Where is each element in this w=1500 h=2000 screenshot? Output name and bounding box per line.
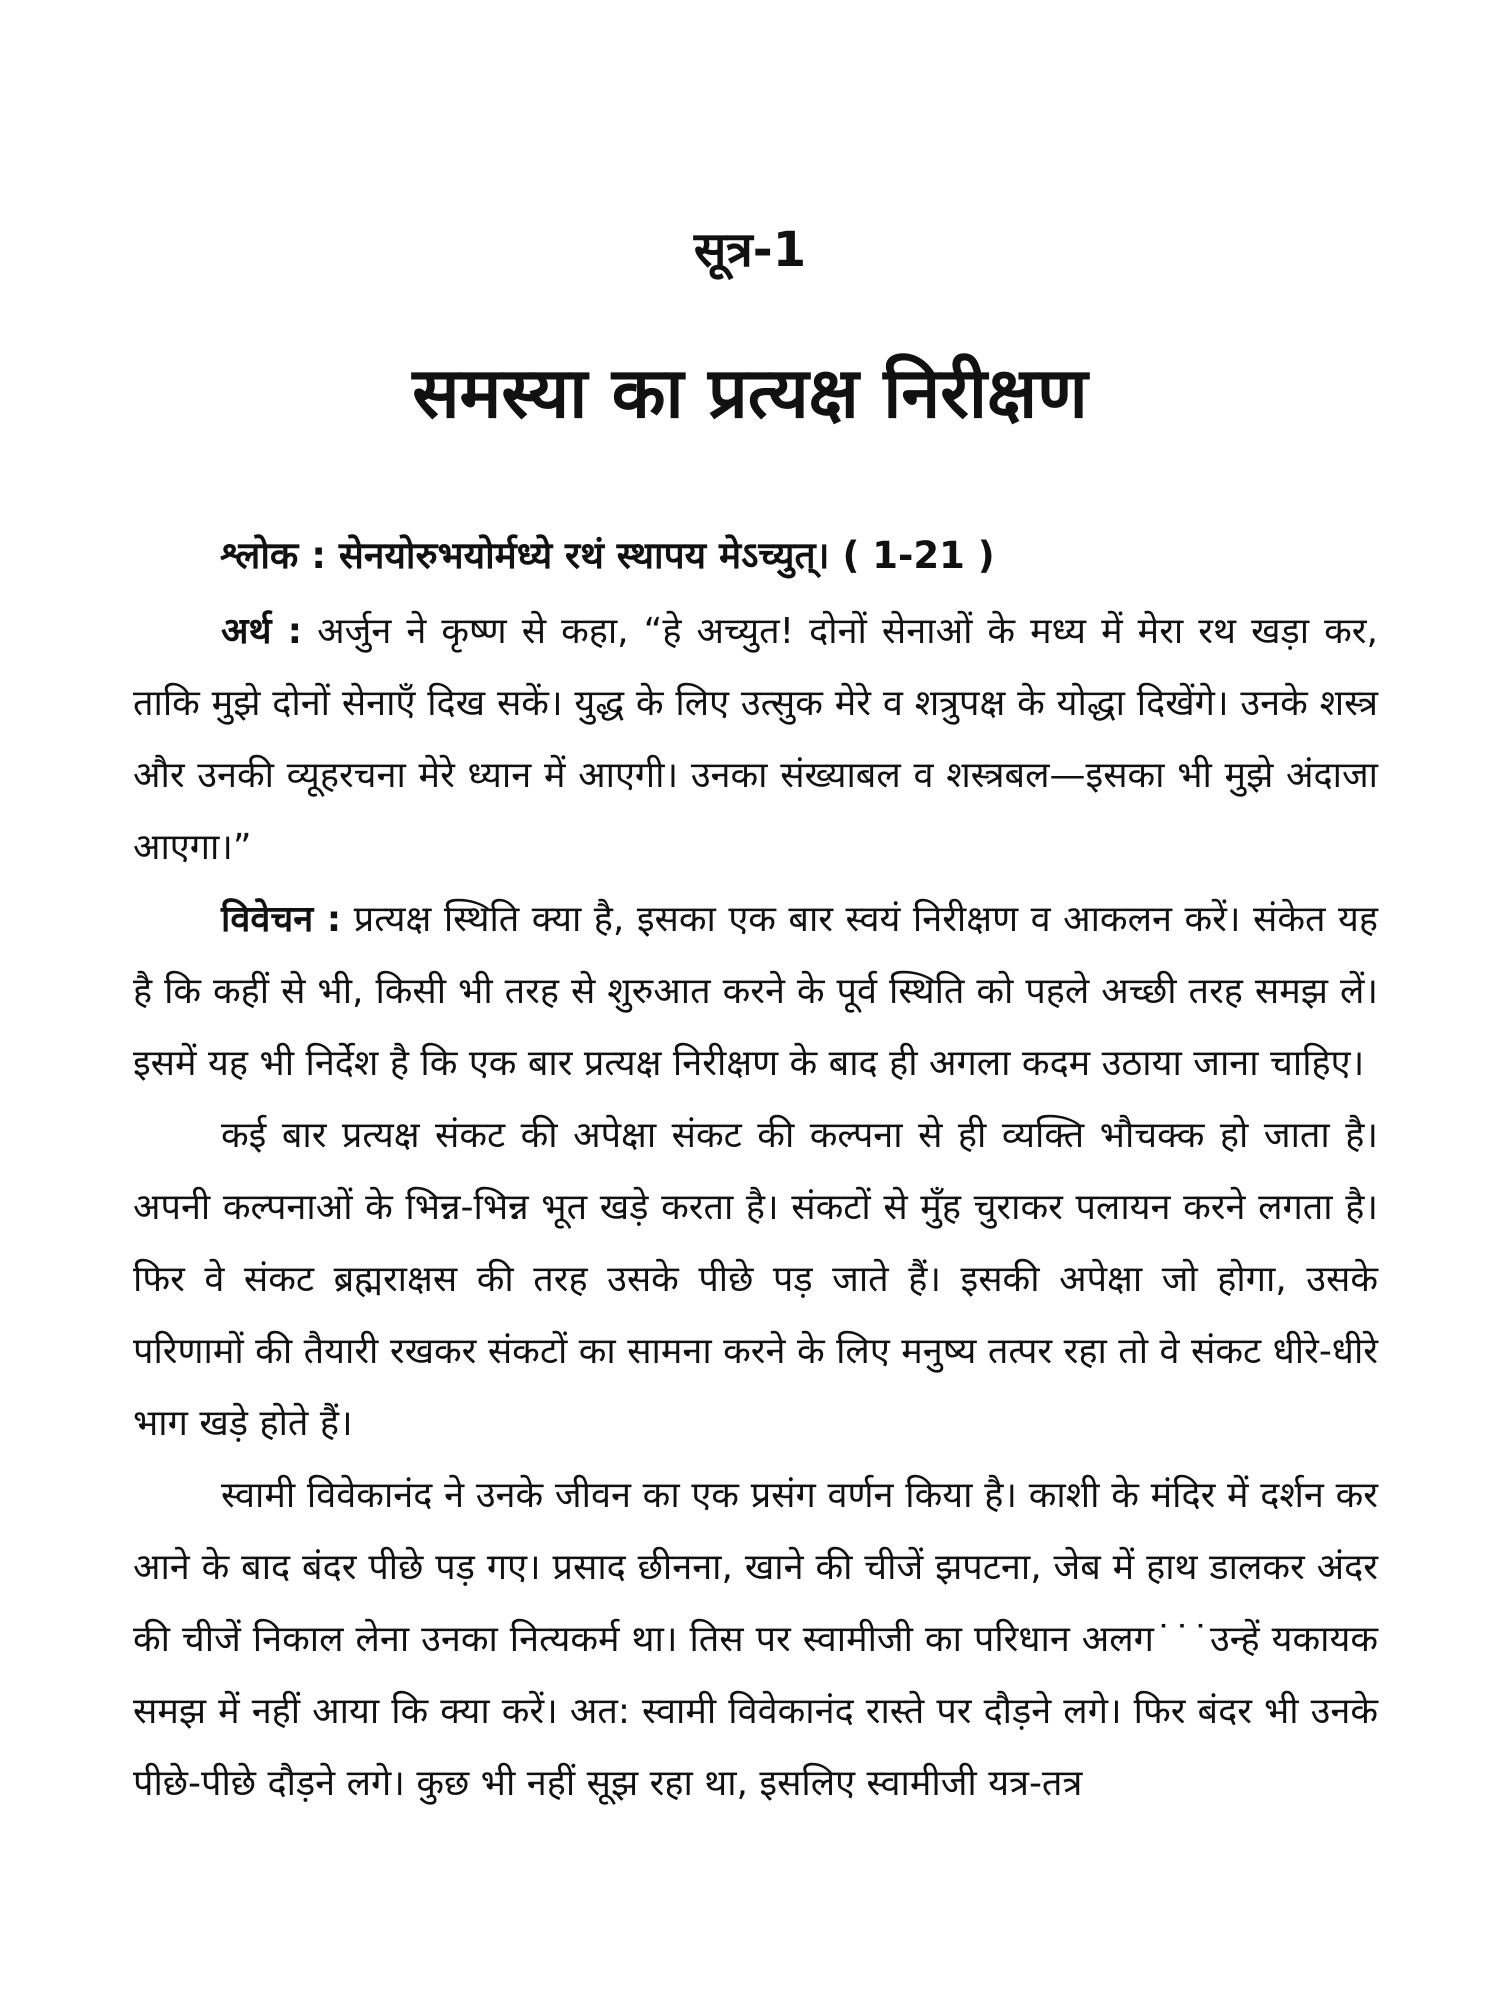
vivechan-text: प्रत्यक्ष स्थिति क्या है, इसका एक बार स्वयं निरीक्षण व आकलन करें। संकेत यह है कि कहीं से भी, किसी भी तरह से शुरुआत करने के पूर्व स्थिति को पहले अच्छी तरह समझ लें। इसमें यह भी निर्देश है कि एक बार प्रत्यक्ष निरीक्षण के बाद ही अगला कदम उठाया जाना चाहिए।: [133, 899, 1378, 1084]
body-paragraph: कई बार प्रत्यक्ष संकट की अपेक्षा संकट की कल्पना से ही व्यक्ति भौचक्क हो जाता है। अपनी कल्पनाओं के भिन्न-भिन्न भूत खड़े करता है। संकटों से मुँह चुराकर पलायन करने लगता है। फिर वे संकट ब्रह्मराक्षस की तरह उसके पीछे पड़ जाते हैं। इसकी अपेक्षा जो होगा, उसके परिणामों की तैयारी रखकर संकटों का सामना करने के लिए मनुष्य तत्पर रहा तो वे संकट धीरे-धीरे भाग खड़े होते हैं।: [133, 1115, 1378, 1444]
body-paragraph: स्वामी विवेकानंद ने उनके जीवन का एक प्रसंग वर्णन किया है। काशी के मंदिर में दर्शन कर आने के बाद बंदर पीछे पड़ गए। प्रसाद छीनना, खाने की चीजें झपटना, जेब में हाथ डालकर अंदर की चीजें निकाल लेना उनका नित्यकर्म था। तिस पर स्वामीजी का परिधान अलग˙˙˙उन्हें यकायक समझ में नहीं आया कि क्या करें। अत: स्वामी विवेकानंद रास्ते पर दौड़ने लगे। फिर बंदर भी उनके पीछे-पीछे दौड़ने लगे। कुछ भी नहीं सूझ रहा था, इसलिए स्वामीजी यत्र-तत्र: [133, 1475, 1378, 1804]
shloka-reference: ( 1-21 ): [842, 534, 995, 577]
chapter-title: समस्या का प्रत्यक्ष निरीक्षण: [412, 352, 1088, 434]
body-text: [133, 596, 1378, 1820]
shloka-text: सेनयोरुभयोर्मध्ये रथं स्थापय मेऽच्युत्।: [338, 534, 830, 577]
chapter-label: सूत्र-1: [693, 222, 807, 278]
artha-label: अर्थ :: [221, 611, 303, 652]
shloka-line: [220, 530, 1378, 582]
vivechan-paragraph: [133, 884, 1378, 1100]
artha-paragraph: [133, 596, 1378, 884]
shloka-label: श्लोक :: [220, 534, 327, 577]
artha-text: अर्जुन ने कृष्ण से कहा, “हे अच्युत! दोनों सेनाओं के मध्य में मेरा रथ खड़ा कर, ताकि मुझे दोनों सेनाएँ दिख सकें। युद्ध के लिए उत्सुक मेरे व शत्रुपक्ष के योद्धा दिखेंगे। उनके शस्त्र और उनकी व्यूहरचना मेरे ध्यान में आएगी। उनका संख्याबल व शस्त्रबल—इसका भी मुझे अंदाजा आएगा।”: [133, 611, 1378, 868]
vivechan-label: विवेचन :: [221, 899, 342, 940]
